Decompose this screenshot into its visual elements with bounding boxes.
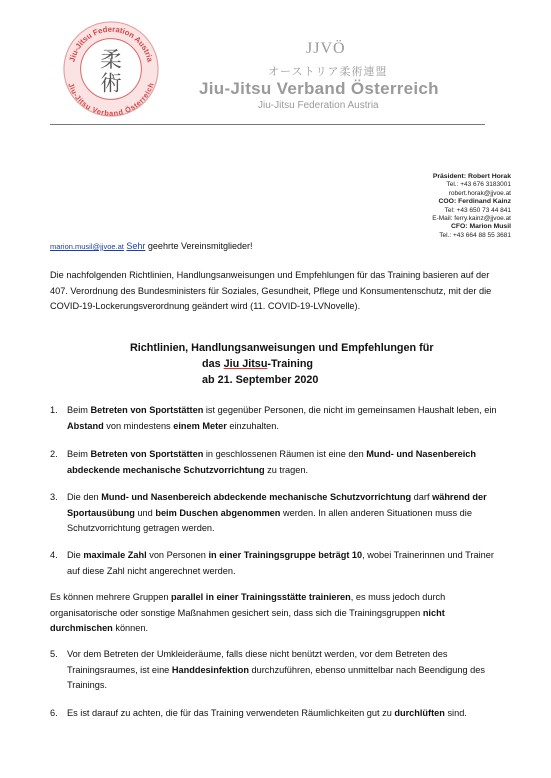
bold-text: nicht durchmischen [50,607,445,633]
contact-line: Tel.: +43 676 3183001 [446,181,511,189]
header-divider [50,124,485,125]
salutation-rest: geehrte Vereinsmitglieder! [145,241,253,251]
salutation [50,241,252,251]
text: , wobei Trainerinnen und Trainer auf diese Zahl nicht angerechnet werden. [67,550,494,576]
text: werden. In allen anderen Situationen muss die Schutzvorrichtung getragen werden. [67,507,472,533]
bold-text: in einer Trainingsgruppe beträgt 10 [208,550,363,560]
text: Die den [67,492,102,502]
text: einzuhalten. [226,420,279,431]
list-item-3 [50,490,502,537]
text: , es muss jedoch durch organisatorische oder sonstige Maßnahmen gesichert sein, dass sich die Trainingsgruppen [50,592,446,618]
intro-paragraph: Die nachfolgenden Richtlinien, Handlungsanweisungen und Empfehlungen für das Training basieren auf der 407. Verordnung des Bundesministers für Soziales, Gesundheit, Pflege und Konsumentenschutz, mit der die COVID-19-Lockerungsverordnung geändert wird (11. COVID-19-LVNovelle). [50,270,492,311]
bold-text: Abstand [67,420,104,431]
bold-text: parallel in einer Trainingsstätte trainieren [171,592,351,602]
header-title: Jiu-Jitsu Verband Österreich [199,79,439,98]
contact-role: Präsident: Robert Horak [432,173,511,180]
bold-text: Mund- und Nasenbereich abdeckende mechanische Schutzvorrichtung [67,449,477,475]
text: Beim [67,449,91,459]
text: Vor dem Betreten der Umkleideräume, falls diese nicht benützt werden, vor dem Betreten des Trainingsraumes, ist eine [67,649,448,675]
text: Beim [67,405,91,415]
text: sind. [444,708,467,718]
header-abbr: JJVÖ [306,40,346,57]
list-item-1 [50,403,502,434]
header-subtitle: Jiu-Jitsu Federation Austria [258,100,379,111]
bold-text: durchlüften [394,708,445,718]
item-number: 6. [50,708,58,718]
text: können. [112,623,149,633]
title-line-2: das Jiu Jitsu-Training [202,358,314,370]
list-item-2 [50,447,502,478]
text: ist gegenüber Personen, die nicht im gemeinsamen Haushalt leben, ein [203,405,497,415]
bold-text: maximale Zahl [83,550,147,560]
title-line-3: ab 21. September 2020 [202,374,319,386]
list-item-6 [50,706,502,722]
text: darf [411,492,433,502]
contact-role: COO: Ferdinand Kainz [438,198,511,206]
item-number: 3. [50,492,58,502]
salutation-sehr: Sehr [126,241,146,251]
text: von mindestens [103,420,174,431]
document-title [130,340,460,388]
text: Es können mehrere Gruppen [50,592,172,602]
item-number: 2. [50,449,58,459]
contact-line: robert.horak@jjvoe.at [448,189,511,197]
text: in geschlossenen Räumen ist eine den [203,449,367,459]
bold-text: Betreten von Sportstätten [90,449,204,459]
federation-logo [62,20,160,118]
bold-text: während der Sportausübung [67,492,487,518]
logo-kanji-2: 術 [100,71,122,97]
text: zu tragen. [264,464,309,475]
logo-text-bottom: Jiu-Jitsu Verband Österreich [66,81,156,118]
bold-text: Handdesinfektion [171,664,249,675]
list-item-5 [50,647,502,694]
bold-text: Mund- und Nasenbereich abdeckende mechanische Schutzvorrichtung [101,492,412,502]
text: von Personen [146,550,209,560]
contact-line: Tel: +43 650 73 44 841 [444,206,511,214]
item-number: 5. [50,649,58,659]
parallel-groups-paragraph [50,590,502,637]
bold-text: Betreten von Sportstätten [90,405,204,415]
item-number: 1. [50,405,58,415]
bold-text: beim Duschen abgenommen [155,507,281,518]
header-japanese: オーストリア柔術連盟 [268,66,388,78]
logo-kanji-1: 柔 [100,48,122,74]
item-number: 4. [50,550,58,560]
contact-line: E-Mail: ferry.kainz@jjvoe.at [432,215,511,223]
text: Es ist darauf zu achten, die für das Training verwendeten Räumlichkeiten gut zu [67,708,395,718]
list-item-4 [50,548,502,579]
bold-text: einem Meter [173,420,227,431]
logo-text-top: Jiu-Jitsu Federation Austria [67,24,155,63]
text: Die [67,550,84,560]
contact-role: CFO: Marion Musil [450,223,511,231]
text: und [134,507,156,518]
title-line-1: Richtlinien, Handlungsanweisungen und Empfehlungen für [130,342,434,354]
contact-line: Tel.: +43 664 88 55 3681 [439,231,511,239]
contact-block [432,173,511,240]
text: durchzuführen, ebenso unmittelbar nach Beendigung des Trainings. [67,664,485,690]
email-link[interactable]: marion.musil@jjvoe.at [50,242,124,251]
